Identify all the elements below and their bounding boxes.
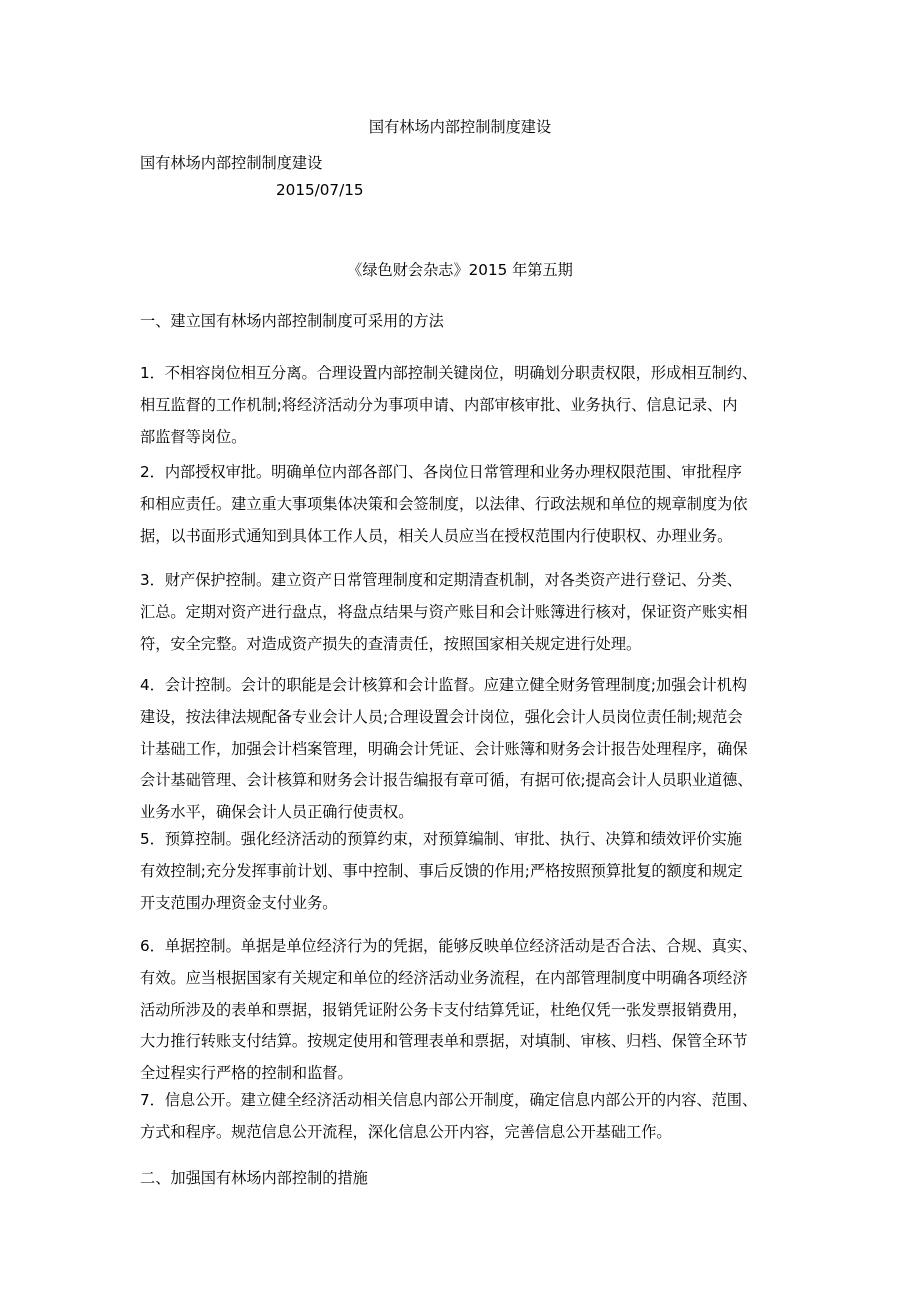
paragraph-line: 活动所涉及的表单和票据，报销凭证附公务卡支付结算凭证，杜绝仅凭一张发票报销费用， — [140, 1000, 748, 1019]
paragraph-4 — [140, 670, 800, 829]
paragraph-line: 有效控制;充分发挥事前计划、事中控制、事后反馈的作用;严格按照预算批复的额度和规定 — [140, 861, 743, 880]
paragraph-line: 大力推行转账支付结算。按规定使用和管理表单和票据，对填制、审核、归档、保管全环节 — [140, 1032, 748, 1051]
paragraph-line: 开支范围办理资金支付业务。 — [140, 893, 338, 912]
paragraph-line: 据，以书面形式通知到具体工作人员，相关人员应当在授权范围内行使职权、办理业务。 — [140, 526, 733, 545]
paragraph-line: 相互监督的工作机制;将经济活动分为事项申请、内部审核审批、业务执行、信息记录、内 — [140, 395, 738, 414]
paragraph-line: 5．预算控制。强化经济活动的预算约束，对预算编制、审批、执行、决算和绩效评价实施 — [140, 830, 742, 848]
paragraph-line: 全过程实行严格的控制和监督。 — [140, 1064, 353, 1083]
paragraph-line: 3．财产保护控制。建立资产日常管理制度和定期清查机制，对各类资产进行登记、分类、 — [140, 571, 742, 589]
section-heading-2: 二、加强国有林场内部控制的措施 — [140, 1169, 368, 1187]
paragraph-2 — [140, 457, 800, 552]
document-subtitle: 国有林场内部控制制度建设 — [140, 154, 323, 172]
paragraph-3 — [140, 565, 800, 660]
paragraph-line: 7．信息公开。建立健全经济活动相关信息内部公开制度，确定信息内部公开的内容、范围、 — [140, 1091, 758, 1109]
paragraph-line: 4．会计控制。会计的职能是会计核算和会计监督。应建立健全财务管理制度;加强会计机构 — [140, 676, 748, 694]
paragraph-6 — [140, 931, 800, 1090]
paragraph-7 — [140, 1085, 800, 1149]
paragraph-line: 6．单据控制。单据是单位经济行为的凭据，能够反映单位经济活动是否合法、合规、真实、 — [140, 937, 758, 955]
paragraph-line: 建设，按法律法规配备专业会计人员;合理设置会计岗位，强化会计人员岗位责任制;规范会 — [140, 707, 743, 726]
paragraph-line: 部监督等岗位。 — [140, 427, 247, 446]
paragraph-5 — [140, 824, 800, 919]
document-title: 国有林场内部控制制度建设 — [368, 118, 552, 136]
paragraph-line: 汇总。定期对资产进行盘点，将盘点结果与资产账目和会计账簿进行核对，保证资产账实相 — [140, 602, 748, 621]
section-heading-1: 一、建立国有林场内部控制制度可采用的方法 — [140, 312, 444, 330]
paragraph-line: 和相应责任。建立重大事项集体决策和会签制度，以法律、行政法规和单位的规章制度为依 — [140, 494, 748, 513]
paragraph-1 — [140, 358, 800, 453]
paragraph-line: 有效。应当根据国家有关规定和单位的经济活动业务流程，在内部管理制度中明确各项经济 — [140, 968, 748, 987]
paragraph-line: 1．不相容岗位相互分离。合理设置内部控制关键岗位，明确划分职责权限，形成相互制约、 — [140, 364, 758, 382]
publish-date: 2015/07/15 — [276, 181, 364, 199]
paragraph-line: 2．内部授权审批。明确单位内部各部门、各岗位日常管理和业务办理权限范围、审批程序 — [140, 463, 742, 481]
paragraph-line: 会计基础管理、会计核算和财务会计报告编报有章可循，有据可依;提高会计人员职业道德、 — [140, 771, 753, 790]
paragraph-line: 符，安全完整。对造成资产损失的查清责任，按照国家相关规定进行处理。 — [140, 634, 642, 653]
journal-source: 《绿色财会杂志》2015 年第五期 — [347, 261, 573, 279]
paragraph-line: 计基础工作，加强会计档案管理，明确会计凭证、会计账簿和财务会计报告处理程序，确保 — [140, 739, 748, 758]
paragraph-line: 业务水平，确保会计人员正确行使责权。 — [140, 803, 414, 822]
paragraph-line: 方式和程序。规范信息公开流程，深化信息公开内容，完善信息公开基础工作。 — [140, 1122, 672, 1141]
